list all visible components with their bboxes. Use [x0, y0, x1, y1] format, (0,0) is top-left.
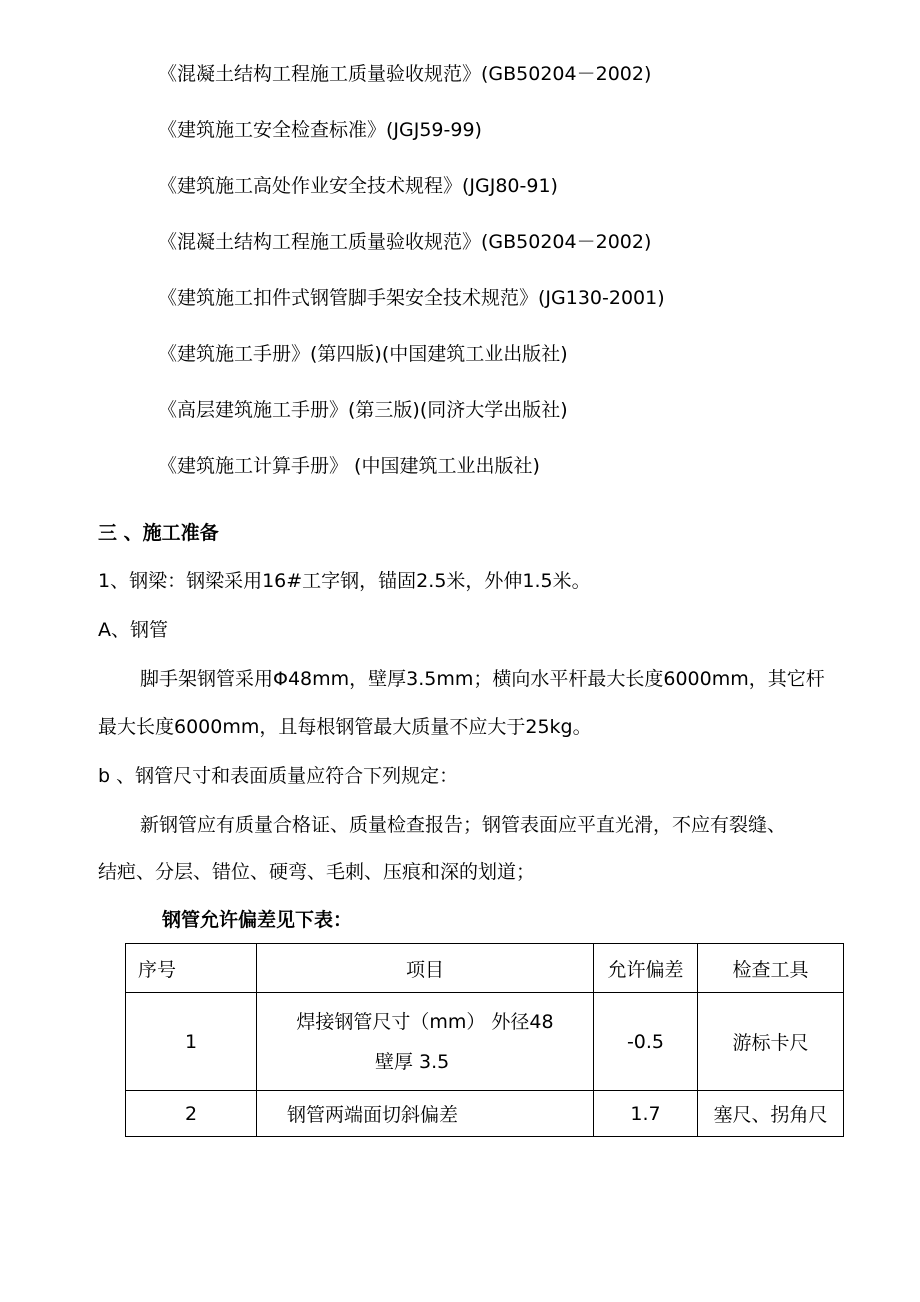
reference-4: 《混凝土结构工程施工质量验收规范》(GB50204－2002) [158, 231, 652, 253]
reference-5: 《建筑施工扣件式钢管脚手架安全技术规范》(JG130-2001) [158, 287, 665, 309]
table-header-row [126, 944, 844, 993]
row-item-line1: 焊接钢管尺寸（mm） 外径48 [296, 1010, 554, 1033]
header-no: 序号 [126, 944, 257, 993]
paragraph-pipe-quality-line2: 结疤、分层、错位、硬弯、毛刺、压痕和深的划道； [98, 861, 536, 883]
row-no: 1 [126, 993, 257, 1091]
item-pipe-requirements: b 、钢管尺寸和表面质量应符合下列规定： [98, 765, 459, 787]
reference-6: 《建筑施工手册》(第四版)(中国建筑工业出版社) [158, 343, 568, 365]
row-tolerance: 1.7 [594, 1091, 698, 1137]
header-tolerance: 允许偏差 [594, 944, 698, 993]
reference-3: 《建筑施工高处作业安全技术规程》(JGJ80-91) [158, 175, 558, 197]
reference-8: 《建筑施工计算手册》 (中国建筑工业出版社) [158, 455, 540, 477]
paragraph-pipe-quality-line1: 新钢管应有质量合格证、质量检查报告；钢管表面应平直光滑，不应有裂缝、 [140, 814, 787, 836]
table-row [126, 1091, 844, 1137]
table-caption: 钢管允许偏差见下表： [162, 909, 353, 931]
row-tool: 塞尺、拐角尺 [698, 1091, 844, 1137]
item-steel-pipe: A、钢管 [98, 619, 168, 641]
tolerance-table [125, 943, 844, 1137]
reference-2: 《建筑施工安全检查标准》(JGJ59-99) [158, 119, 482, 141]
row-item [257, 993, 594, 1091]
row-item: 钢管两端面切斜偏差 [257, 1091, 594, 1137]
header-tool: 检查工具 [698, 944, 844, 993]
reference-7: 《高层建筑施工手册》(第三版)(同济大学出版社) [158, 399, 568, 421]
row-tolerance: -0.5 [594, 993, 698, 1091]
header-item: 项目 [257, 944, 594, 993]
section-heading: 三 、施工准备 [98, 522, 219, 544]
table-row [126, 993, 844, 1091]
paragraph-pipe-spec-line1: 脚手架钢管采用Φ48mm，壁厚3.5mm；横向水平杆最大长度6000mm，其它杆 [140, 668, 825, 690]
reference-1: 《混凝土结构工程施工质量验收规范》(GB50204－2002) [158, 63, 652, 85]
paragraph-pipe-spec-line2: 最大长度6000mm，且每根钢管最大质量不应大于25kg。 [98, 716, 592, 738]
row-no: 2 [126, 1091, 257, 1137]
row-tool: 游标卡尺 [698, 993, 844, 1091]
item-steel-beam: 1、钢梁：钢梁采用16#工字钢，锚固2.5米，外伸1.5米。 [98, 570, 591, 592]
row-item-line2: 壁厚 3.5 [375, 1050, 450, 1073]
